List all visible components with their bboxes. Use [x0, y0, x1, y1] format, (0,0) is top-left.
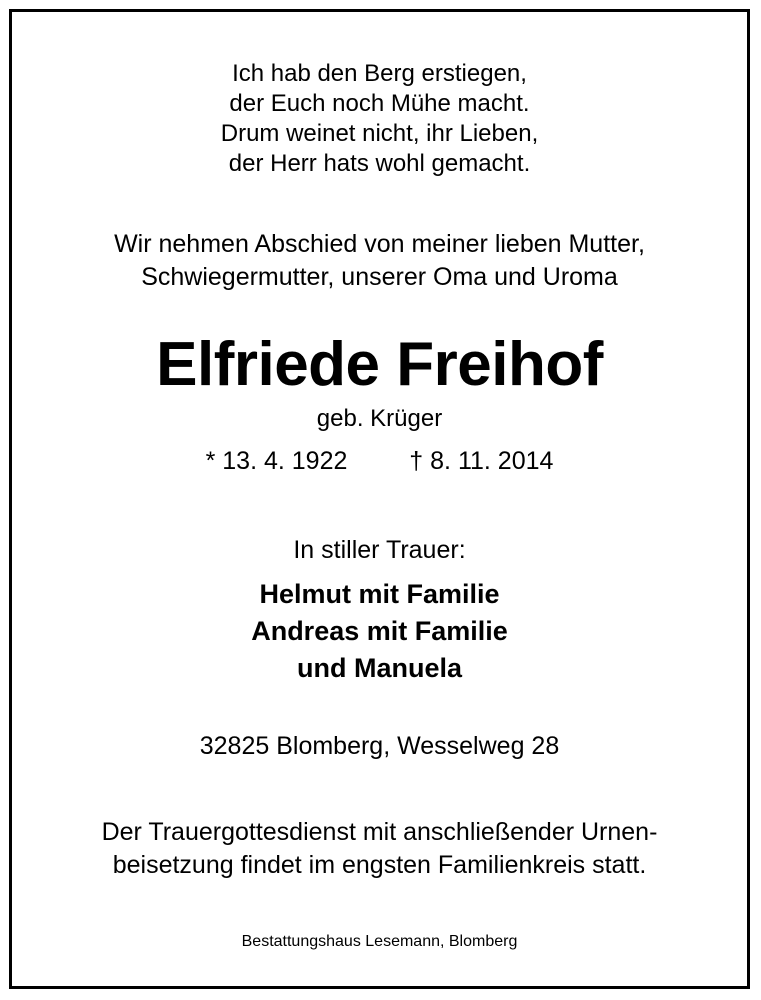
mourner-name: und Manuela [296, 653, 462, 683]
death-date: † 8. 11. 2014 [409, 447, 554, 475]
address: 32825 Blomberg, Wesselweg 28 [199, 732, 560, 760]
mourner-name: Andreas mit Familie [251, 616, 508, 646]
mourner-name: Helmut mit Familie [259, 579, 500, 609]
birth-name: geb. Krüger [316, 405, 443, 432]
birth-date: * 13. 4. 1922 [205, 447, 348, 475]
obituary-notice [9, 9, 750, 989]
deceased-name: Elfriede Freihof [156, 330, 603, 399]
life-dates [12, 447, 747, 476]
intro-line: Schwiegermutter, unserer Oma und Uroma [141, 263, 618, 291]
mourning-label: In stiller Trauer: [293, 536, 466, 564]
verse-line: Ich hab den Berg erstiegen, [232, 60, 527, 87]
undertaker: Bestattungshaus Lesemann, Blomberg [241, 933, 518, 950]
verse-line: der Euch noch Mühe macht. [229, 90, 530, 117]
service-info-line: beisetzung findet im engsten Familienkreis statt. [112, 851, 647, 879]
verse-line: Drum weinet nicht, ihr Lieben, [220, 120, 539, 147]
verse-line: der Herr hats wohl gemacht. [228, 150, 531, 177]
intro-line: Wir nehmen Abschied von meiner lieben Mutter, [114, 230, 645, 258]
service-info-line: Der Trauergottesdienst mit anschließender Urnen- [101, 818, 658, 846]
